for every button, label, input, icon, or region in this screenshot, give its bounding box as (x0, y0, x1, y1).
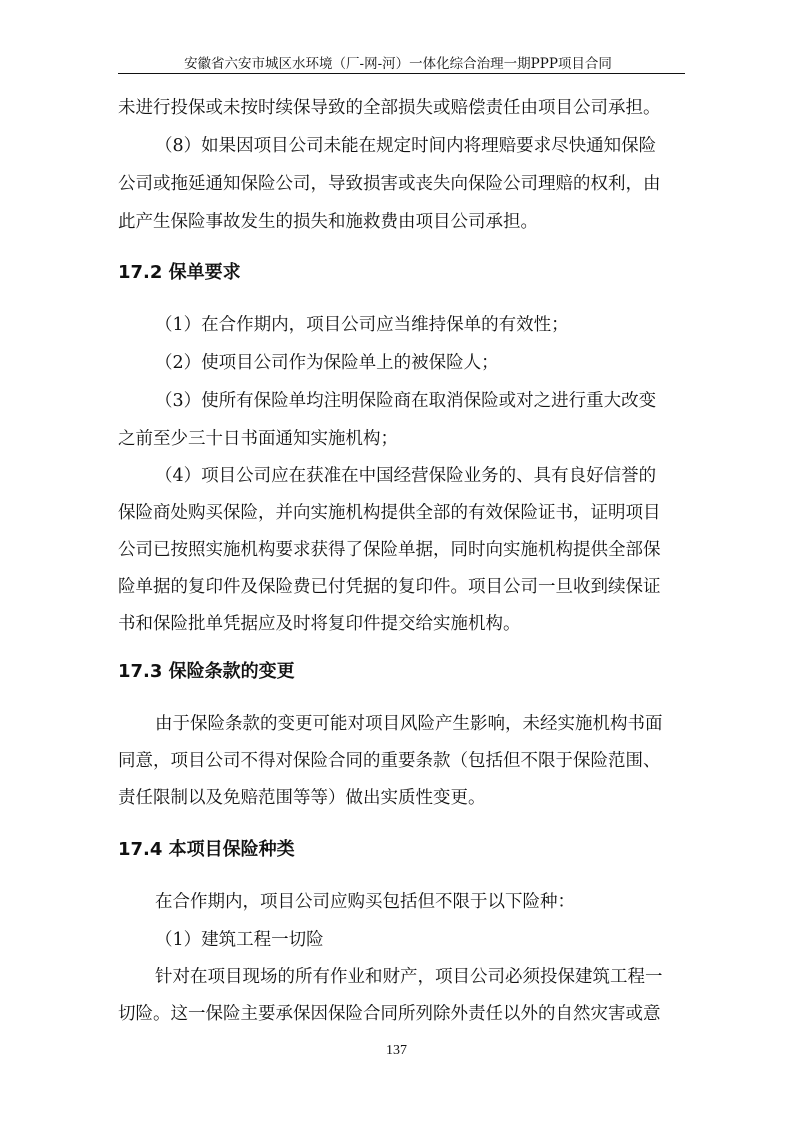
paragraph-line: 未进行投保或未按时续保导致的全部损失或赔偿责任由项目公司承担。 (118, 98, 661, 118)
paragraph-line: 书和保险批单凭据应及时将复印件提交给实施机构。 (118, 614, 521, 634)
section-heading-17-2: 17.2 保单要求 (118, 262, 241, 283)
paragraph-line: （3）使所有保险单均注明保险商在取消保险或对之进行重大改变 (155, 391, 657, 411)
page-header-title: 安徽省六安市城区水环境（厂-网-河）一体化综合治理一期PPP项目合同 (184, 56, 612, 72)
paragraph-line: （8）如果因项目公司未能在规定时间内将理赔要求尽快通知保险 (155, 136, 657, 156)
paragraph-line: 之前至少三十日书面通知实施机构； (118, 429, 398, 449)
paragraph-line: 险单据的复印件及保险费已付凭据的复印件。项目公司一旦收到续保证 (118, 577, 661, 597)
paragraph-line: 针对在项目现场的所有作业和财产，项目公司必须投保建筑工程一 (155, 967, 663, 987)
paragraph-line: 在合作期内，项目公司应购买包括但不限于以下险种： (155, 892, 575, 912)
section-heading-17-4: 17.4 本项目保险种类 (118, 839, 295, 860)
paragraph-line: 由于保险条款的变更可能对项目风险产生影响，未经实施机构书面 (155, 714, 663, 734)
page-number: 137 (386, 1043, 407, 1058)
paragraph-line: 切险。这一保险主要承保因保险合同所列除外责任以外的自然灾害或意 (118, 1004, 661, 1024)
paragraph-line: 保险商处购买保险，并向实施机构提供全部的有效保险证书，证明项目 (118, 503, 661, 523)
paragraph-line: （1）建筑工程一切险 (155, 930, 324, 950)
paragraph-line: 公司或拖延通知保险公司，导致损害或丧失向保险公司理赔的权利，由 (118, 174, 661, 194)
paragraph-line: 公司已按照实施机构要求获得了保险单据，同时向实施机构提供全部保 (118, 540, 661, 560)
paragraph-line: （2）使项目公司作为保险单上的被保险人； (155, 353, 499, 373)
paragraph-line: （4）项目公司应在获准在中国经营保险业务的、具有良好信誉的 (155, 466, 657, 486)
paragraph-line: 同意，项目公司不得对保险合同的重要条款（包括但不限于保险范围、 (118, 751, 661, 771)
paragraph-line: 责任限制以及免赔范围等等）做出实质性变更。 (118, 788, 486, 808)
paragraph-line: （1）在合作期内，项目公司应当维持保单的有效性； (155, 315, 569, 335)
section-heading-17-3: 17.3 保险条款的变更 (118, 661, 295, 682)
header-divider (118, 73, 685, 74)
paragraph-line: 此产生保险事故发生的损失和施救费由项目公司承担。 (118, 212, 538, 232)
